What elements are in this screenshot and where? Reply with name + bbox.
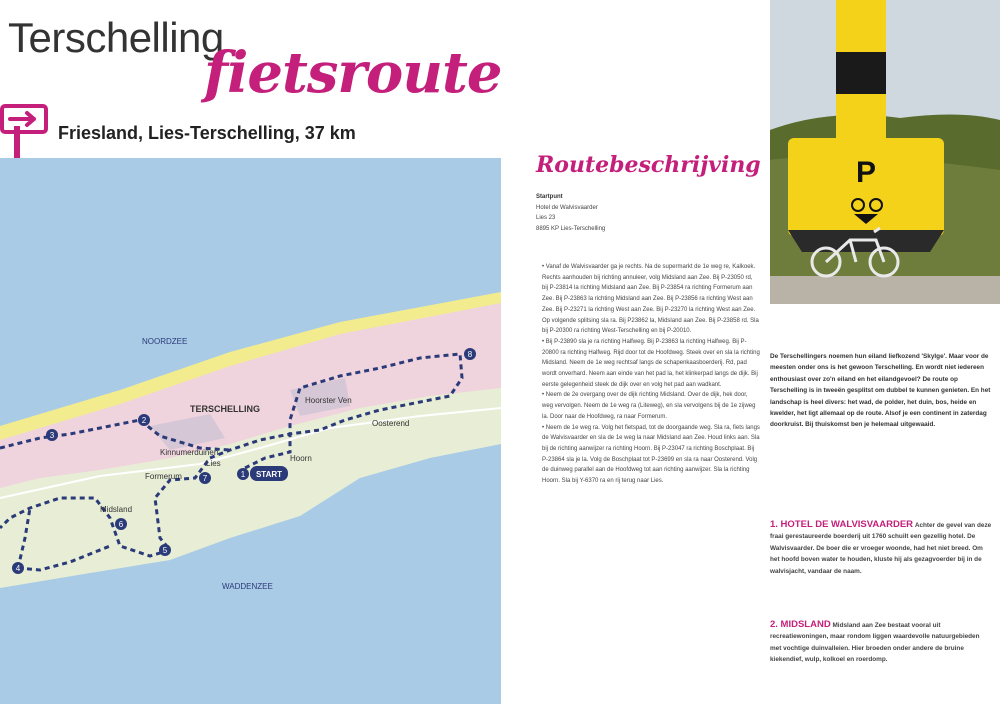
section-body: Achter de gevel van deze fraai gerestaureerde boerderij uit 1760 schuilt een gezellig hotel. De Walvisvaarder. De boer die er vroeger woonde, had het niet breed. Om het hoofd boven water te houden, kluste hij als gezagvoerder bij in de walvisjacht, vandaar de naam. [770, 522, 992, 575]
route-step: • Neem de 2e overgang over de dijk richting Midsland. Over de dijk, hek door, weg vervolgen. Neem de 1e weg ra (Liteweg), en sla vervolgens bij de 1e zijweg la. Door naar de Hoofdweg, ra naar Formerum. [542, 392, 756, 420]
svg-text:1: 1 [240, 470, 246, 479]
route-description-title: Routebeschrijving [536, 152, 761, 178]
svg-text:5: 5 [162, 546, 168, 555]
route-marker [115, 518, 127, 530]
label-kinnum: Kinnumerduinen [160, 448, 219, 457]
section-heading: 1. HOTEL DE WALVISVAARDER [770, 519, 914, 530]
svg-text:8: 8 [467, 350, 473, 359]
buoy-letter: P [855, 156, 877, 189]
svg-text:4: 4 [15, 564, 21, 573]
page-title-script: fietsroute [204, 40, 502, 106]
intro-paragraph: De Terschellingers noemen hun eiland liefkozend 'Skylge'. Maar voor de meesten onder ons is het gewoon Terschelling. En wordt niet iedereen enthousiast over zo'n eiland en het eilandgevoel? De route op Terschelling is in tweeën gesplitst om dubbel te kunnen genieten. En het landschap is heel divers: het wad, de polder, het duin, bos, heide en kwelder, het ligt allemaal op de route. Alsof je een continent in zaterdag doorkruist. Bij thuiskomst ben je helemaal uitgewaaid. [770, 353, 991, 429]
route-step: • Vanaf de Walvisvaarder ga je rechts. Na de supermarkt de 1e weg re, Kalkoek. Rechts aanhouden bij richting annuleer, volg Midsland aan Zee. Bij P-23050 rd, bij P-23814 la richting Midsland aan Zee. Bij P-23854 ra richting Formerum aan Zee. Bij P-23863 la richting Midsland aan Zee. Bij P-23856 ra richting West aan Zee. Bij P-23271 la richting West aan Zee. Bij P-23270 la richting West aan Zee. Op volgende splitsing sla ra. Bij P23862 la, Midsland aan Zee. Bij P-23858 rd. Sla bij P-20300 ra richting West-Terschelling en bij P-20010. [542, 264, 759, 335]
start-line: 8895 KP Lies-Terschelling [536, 226, 606, 233]
label-lies: Lies [206, 459, 221, 468]
route-subtitle: Friesland, Lies-Terschelling, 37 km [58, 123, 356, 143]
label-oosterend: Oosterend [372, 419, 410, 428]
route-marker [199, 472, 211, 484]
route-map [0, 158, 501, 704]
page-title: Terschelling [8, 14, 224, 61]
label-terschelling: TERSCHELLING [190, 404, 261, 414]
svg-text:2: 2 [141, 416, 147, 425]
label-noordzee: NOORDZEE [142, 337, 188, 346]
start-marker [250, 466, 288, 481]
start-heading: Startpunt [536, 194, 563, 200]
route-marker [46, 429, 58, 441]
route-steps [536, 262, 760, 487]
start-line: Lies 23 [536, 215, 556, 222]
route-marker [464, 348, 476, 360]
route-marker [12, 562, 24, 574]
label-midsland: Midsland [100, 505, 133, 514]
label-formerum: Formerum [145, 472, 182, 481]
section-heading: 2. MIDSLAND [770, 619, 831, 630]
start-line: Hotel de Walvisvaarder [536, 204, 598, 211]
route-step: • Bij P-23890 sla je ra richting Halfweg. Bij P-23863 la richting Halfweg. Bij P-20800 ra richting Halfweg. Rijd door tot de Hoofdweg. Steek over en sla la richting Midsland. Neem de 1e weg rechtsaf langs de schapenkaasboerderij. Rd, pad wordt onverhard. Neem aan einde van het pad la, het klinkerpad langs de dijk. Bij eerste gelegenheid steek de dijk over en volg het pad aan wadkant. [542, 338, 760, 388]
label-waddenzee: WADDENZEE [222, 582, 273, 591]
section-hotel [770, 519, 992, 577]
svg-text:6: 6 [118, 520, 124, 529]
buoy-photo [770, 0, 1000, 304]
svg-text:7: 7 [202, 474, 208, 483]
section-body: Midsland aan Zee bestaat vooral uit recreatiewoningen, maar rondom liggen waardevolle natuurgebieden met vochtige duinvalleien. Hier broeden onder andere de bruine kiekendief, wulp, kolkoel en roerdomp. [770, 622, 980, 664]
section-midsland [770, 619, 992, 666]
route-marker [237, 468, 249, 480]
route-marker [138, 414, 150, 426]
route-marker [159, 544, 171, 556]
svg-text:START: START [255, 470, 283, 479]
svg-text:3: 3 [49, 431, 55, 440]
label-hoorn: Hoorn [290, 454, 312, 463]
label-lake: Hoorster Ven [305, 396, 352, 405]
start-block [536, 192, 760, 235]
route-step: • Neem de 1e weg ra. Volg het fietspad, tot de doorgaande weg. Sla ra, fiets langs de Walvisvaarder en sla de 1e weg la naar Midsland aan Zee. Houd links aan. Sla bij de richting aanwijzer ra richting Hoorn. Bij P-23047 ra richting Boschplaat. Bij P-23864 sla je la. Volg de Boschplaat tot P-23699 en sla ra naar Oosterend. Volg de duinweg parallel aan de Hoofdweg tot aan richting aanwijzer. Sla la richting Hoorn. Sla bij Y-6370 ra en rij terug naar Lies. [542, 424, 760, 485]
